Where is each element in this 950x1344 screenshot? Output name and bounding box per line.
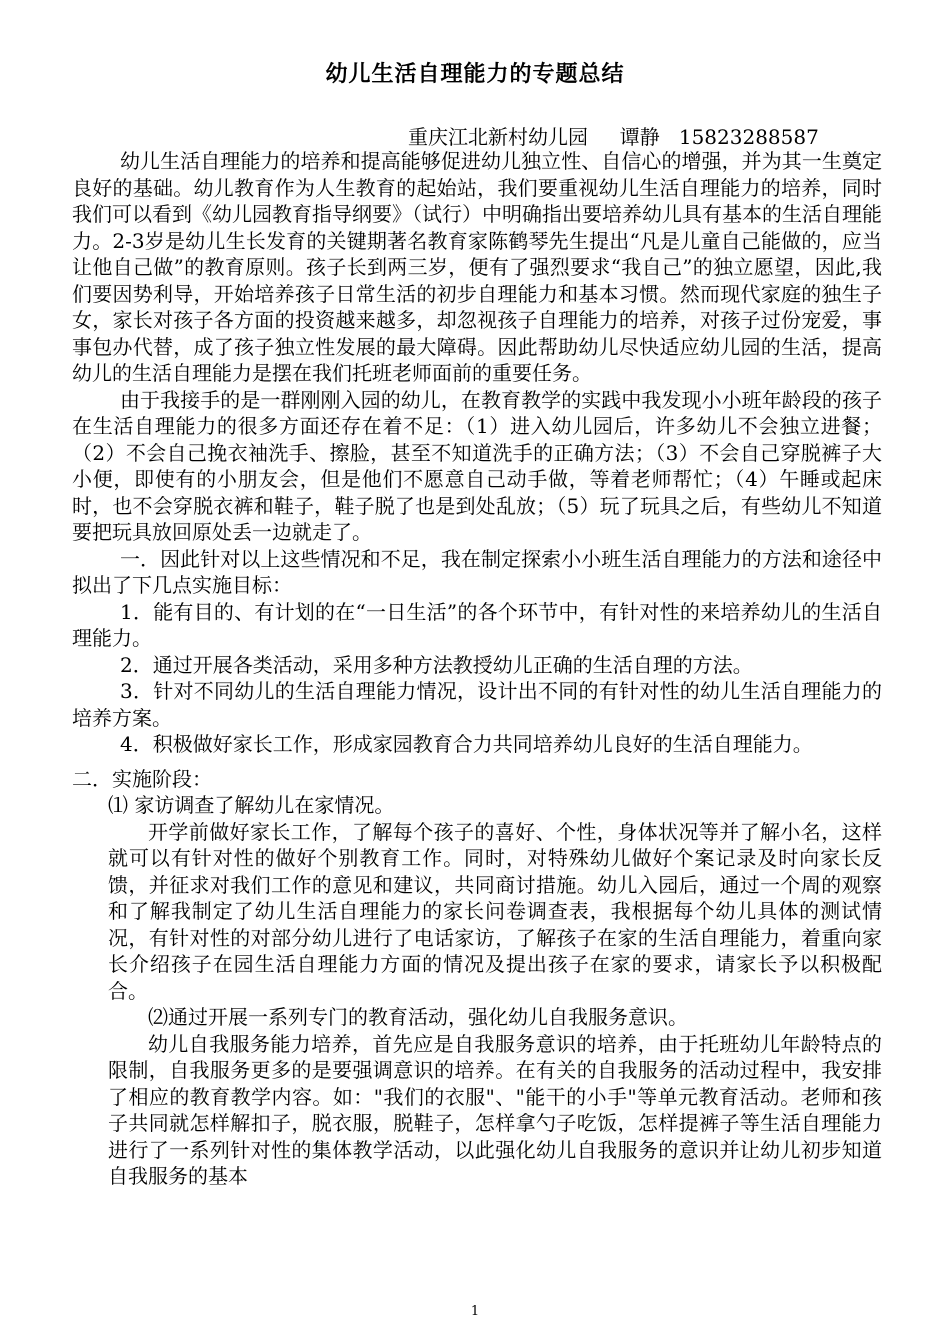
item-1-body: 开学前做好家长工作，了解每个孩子的喜好、个性，身体状况等并了解小名，这样就可以有针对性的做好个别教育工作。同时，对特殊幼儿做好个案记录及时向家长反馈，并征求对我们工作的意见和建议，共同商讨措施。幼儿入园后，通过一个周的观察和了解我制定了幼儿生活自理能力的家长问卷调查表，我根据每个幼儿具体的测试情况，有针对性的对部分幼儿进行了电话家访，了解孩子在家的生活自理能力，着重向家长介绍孩子在园生活自理能力方面的情况及提出孩子在家的要求，请家长予以积极配合。 — [108, 819, 882, 1003]
paragraph-goals-intro: 一．因此针对以上这些情况和不足，我在制定探索小小班生活自理能力的方法和途径中拟出了下几点实施目标： — [72, 546, 882, 597]
goal-item-2: 2．通过开展各类活动，采用多种方法教授幼儿正确的生活自理的方法。 — [120, 652, 753, 677]
paragraph-problems: 由于我接手的是一群刚刚入园的幼儿，在教育教学的实践中我发现小小班年龄段的孩子在生活自理能力的很多方面还存在着不足：（1）进入幼儿园后，许多幼儿不会独立进餐；（2）不会自己挽衣袖洗手、擦脸，甚至不知道洗手的正确方法；（3）不会自己穿脱裤子大小便，即使有的小朋友会，但是他们不愿意自己动手做，等着老师帮忙；（4）午睡或起床时，也不会穿脱衣裤和鞋子，鞋子脱了也是到处乱放；（5）玩了玩具之后，有些幼儿不知道要把玩具放回原处丢一边就走了。 — [72, 387, 882, 544]
author-line: 重庆江北新村幼儿园 谭静 15823288587 — [408, 125, 819, 149]
item-2-heading: ⑵通过开展一系列专门的教育活动，强化幼儿自我服务意识。 — [148, 1005, 688, 1029]
section-heading-implementation: 二．实施阶段： — [72, 766, 212, 791]
item-1-heading: ⑴ 家访调查了解幼儿在家情况。 — [108, 793, 395, 817]
paragraph-intro: 幼儿生活自理能力的培养和提高能够促进幼儿独立性、自信心的增强，并为其一生奠定良好的基础。幼儿教育作为人生教育的起始站，我们要重视幼儿生活自理能力的培养，同时我们可以看到《幼儿园教育指导纲要》（试行）中明确指出要培养幼儿具有基本的生活自理能力。2-3岁是幼儿生长发育的关键期著名教育家陈鹤琴先生提出“凡是儿童自己能做的，应当让他自己做”的教育原则。孩子长到两三岁，便有了强烈要求“我自己”的独立愿望，因此,我们要因势利导，开始培养孩子日常生活的初步自理能力和基本习惯。然而现代家庭的独生子女，家长对孩子各方面的投资越来越多，却忽视孩子自理能力的培养，对孩子过份宠爱，事事包办代替，成了孩子独立性发展的最大障碍。因此帮助幼儿尽快适应幼儿园的生活，提高幼儿的生活自理能力是摆在我们托班老师面前的重要任务。 — [72, 149, 882, 385]
page-number: 1 — [470, 1304, 480, 1319]
document-title: 幼儿生活自理能力的专题总结 — [325, 62, 625, 87]
goal-item-4: 4．积极做好家长工作，形成家园教育合力共同培养幼儿良好的生活自理能力。 — [120, 732, 813, 756]
goal-item-3: 3．针对不同幼儿的生活自理能力情况，设计出不同的有针对性的幼儿生活自理能力的培养方案。 — [72, 679, 882, 730]
item-2-body: 幼儿自我服务能力培养，首先应是自我服务意识的培养，由于托班幼儿年龄特点的限制，自我服务更多的是要强调意识的培养。在有关的自我服务的活动过程中，我安排了相应的教育教学内容。如："我们的衣服"、"能干的小手"等单元教育活动。老师和孩子共同就怎样解扣子，脱衣服，脱鞋子，怎样拿勺子吃饭，怎样提裤子等生活自理能力进行了一系列针对性的集体教学活动，以此强化幼儿自我服务的意识并让幼儿初步知道自我服务的基本 — [108, 1031, 882, 1188]
document-body — [72, 148, 882, 1190]
goal-item-1: 1．能有目的、有计划的在“一日生活”的各个环节中，有针对性的来培养幼儿的生活自理能力。 — [72, 599, 882, 650]
implementation-items — [72, 792, 882, 1190]
